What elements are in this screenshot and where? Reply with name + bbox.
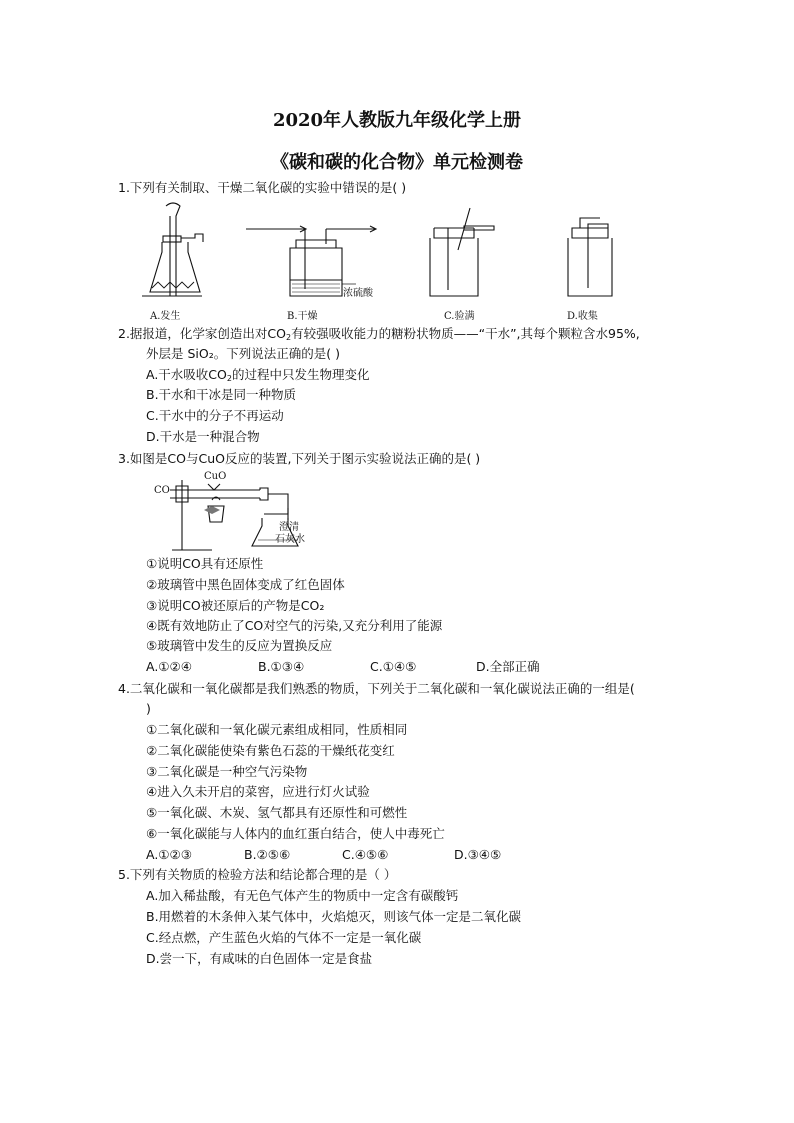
q4-statement-6: ⑥一氧化碳能与人体内的血红蛋白结合，使人中毒死亡 [146,826,445,841]
q4-choice-b: B.②⑤⑥ [244,847,291,862]
q3-stem: 3.如图是CO与CuO反应的装置,下列关于图示实验说法正确的是( ) [118,451,481,466]
q3-statement-3: ③说明CO被还原后的产物是CO₂ [146,598,325,613]
q5-option-a: A.加入稀盐酸，有无色气体产生的物质中一定含有碳酸钙 [146,888,459,903]
q2-option-c: C.干水中的分子不再运动 [146,408,284,423]
q2-option-b: B.干水和干冰是同一种物质 [146,387,297,402]
doc-title: 2020年人教版九年级化学上册 [272,110,522,131]
q1-caption-c: C.验满 [444,311,475,322]
q2-stem-line2: 外层是 SiO₂。下列说法正确的是( ) [146,346,340,361]
q2-option-a: A.干水吸收$CO_2$的过程中只发生物理变化 [146,367,370,383]
q1-caption-d: D.收集 [567,311,598,322]
doc-subtitle: 《碳和碳的化合物》单元检测卷 [271,152,523,173]
q4-statement-4: ④进入久未开启的菜窖，应进行灯火试验 [146,784,370,799]
q1-caption-b: B.干燥 [287,311,318,322]
q1-apparatus-figure [140,200,620,320]
q5-option-c: C.经点燃，产生蓝色火焰的气体不一定是一氧化碳 [146,930,422,945]
q4-statement-3: ③二氧化碳是一种空气污染物 [146,764,308,779]
q5-option-b: B.用燃着的木条伸入某气体中，火焰熄灭，则该气体一定是二氧化碳 [146,909,522,924]
q4-statement-5: ⑤一氧化碳、木炭、氢气都具有还原性和可燃性 [146,805,408,820]
q3-statement-4: ④既有效地防止了CO对空气的污染,又充分利用了能源 [146,618,443,633]
q4-stem-line1: 4.二氧化碳和一氧化碳都是我们熟悉的物质，下列关于二氧化碳和一氧化碳说法正确的一组是( [118,681,635,696]
q3-statement-1: ①说明CO具有还原性 [146,556,264,571]
q3-choice-a: A.①②④ [146,659,192,674]
q4-choice-c: C.④⑤⑥ [342,847,389,862]
q3-statement-5: ⑤玻璃管中发生的反应为置换反应 [146,638,333,653]
q4-choice-a: A.①②③ [146,847,192,862]
q2-option-d: D.干水是一种混合物 [146,429,260,444]
q4-statement-1: ①二氧化碳和一氧化碳元素组成相同，性质相同 [146,722,408,737]
q3-label-limewater-1: 澄清 [279,522,299,533]
q4-statement-2: ②二氧化碳能使染有紫色石蕊的干燥纸花变红 [146,743,395,758]
q4-choice-d: D.③④⑤ [454,847,502,862]
q3-label-co: CO [154,485,170,496]
q5-stem: 5.下列有关物质的检验方法和结论都合理的是（ ） [118,867,397,882]
q1-stem: 1.下列有关制取、干燥二氧化碳的实验中错误的是( ) [118,180,407,195]
q3-choices [146,658,540,676]
q1-caption-acid: 浓硫酸 [343,288,373,299]
q3-choice-d: D.全部正确 [476,659,540,674]
q4-stem-line2: ) [146,701,151,716]
q1-caption-a: A.发生 [150,311,181,322]
q3-choice-c: C.①④⑤ [370,659,417,674]
q2-stem-line1: 2.据报道，化学家创造出对$CO_2$有较强吸收能力的糖粉状物质——“干水”,其每个颗粒含水95%, [118,326,640,342]
q5-option-d: D.尝一下，有咸味的白色固体一定是食盐 [146,951,373,966]
q3-label-limewater-2: 石灰水 [275,534,305,545]
q3-statement-2: ②玻璃管中黑色固体变成了红色固体 [146,577,345,592]
q4-choices [146,846,501,864]
q3-choice-b: B.①③④ [258,659,305,674]
q3-label-cuo: CuO [204,471,227,482]
